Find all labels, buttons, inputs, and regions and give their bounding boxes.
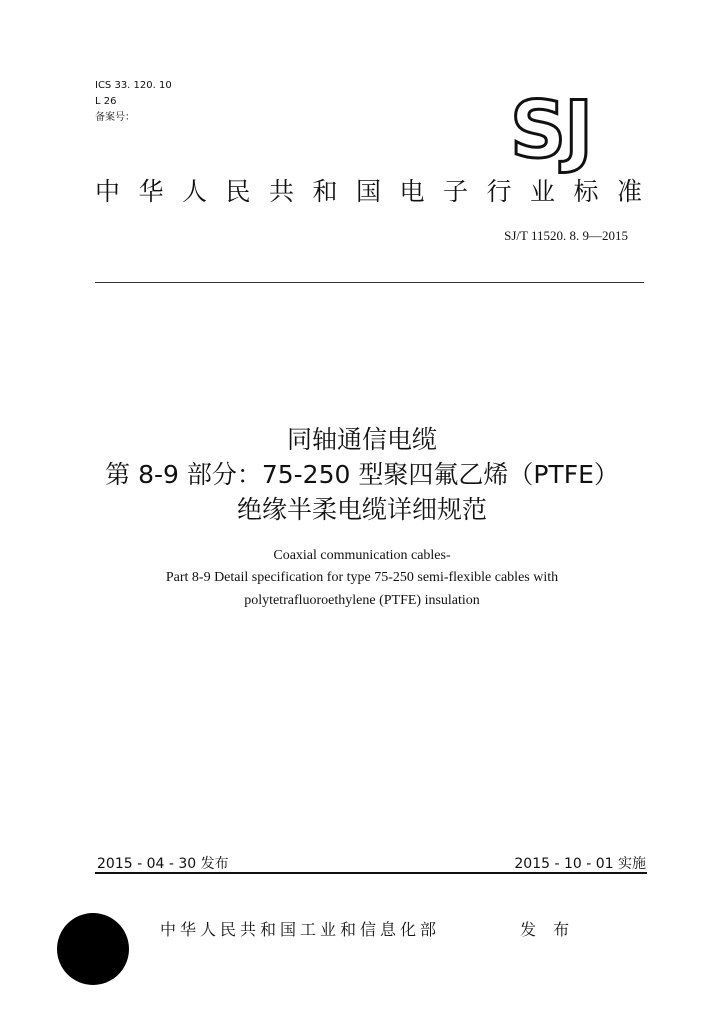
ics-code: ICS 33. 120. 10 bbox=[95, 80, 172, 91]
chinese-title-line-3: 绝缘半柔电缆详细规范 bbox=[236, 495, 487, 524]
record-number-label: 备案号： bbox=[95, 112, 135, 123]
english-title-line-1: Coaxial communication cables- bbox=[273, 548, 451, 563]
chinese-title-line-1: 同轴通信电缆 bbox=[286, 425, 437, 454]
classification-code: L 26 bbox=[95, 96, 117, 107]
implementation-date: 2015 - 10 - 01 实施 bbox=[514, 856, 646, 872]
issue-date: 2015 - 04 - 30 发布 bbox=[97, 856, 229, 872]
footer-divider bbox=[95, 872, 647, 874]
english-title-line-3: polytetrafluoroethylene (PTFE) insulation bbox=[244, 593, 480, 608]
header-divider bbox=[95, 282, 644, 283]
sj-logo: SJ bbox=[510, 86, 592, 176]
issuing-ministry: 中华人民共和国工业和信息化部 bbox=[160, 920, 441, 939]
standard-number: SJ/T 11520. 8. 9—2015 bbox=[504, 228, 628, 243]
publish-label: 发 布 bbox=[520, 920, 576, 939]
english-title-line-2: Part 8-9 Detail specification for type 75-250 semi-flexible cables with bbox=[165, 570, 559, 585]
black-circle-mark bbox=[57, 913, 129, 985]
standard-title: 中华人民共和国电子行业标准 bbox=[95, 177, 661, 206]
chinese-title-line-2: 第 8-9 部分：75-250 型聚四氟乙烯（PTFE） bbox=[105, 460, 619, 489]
